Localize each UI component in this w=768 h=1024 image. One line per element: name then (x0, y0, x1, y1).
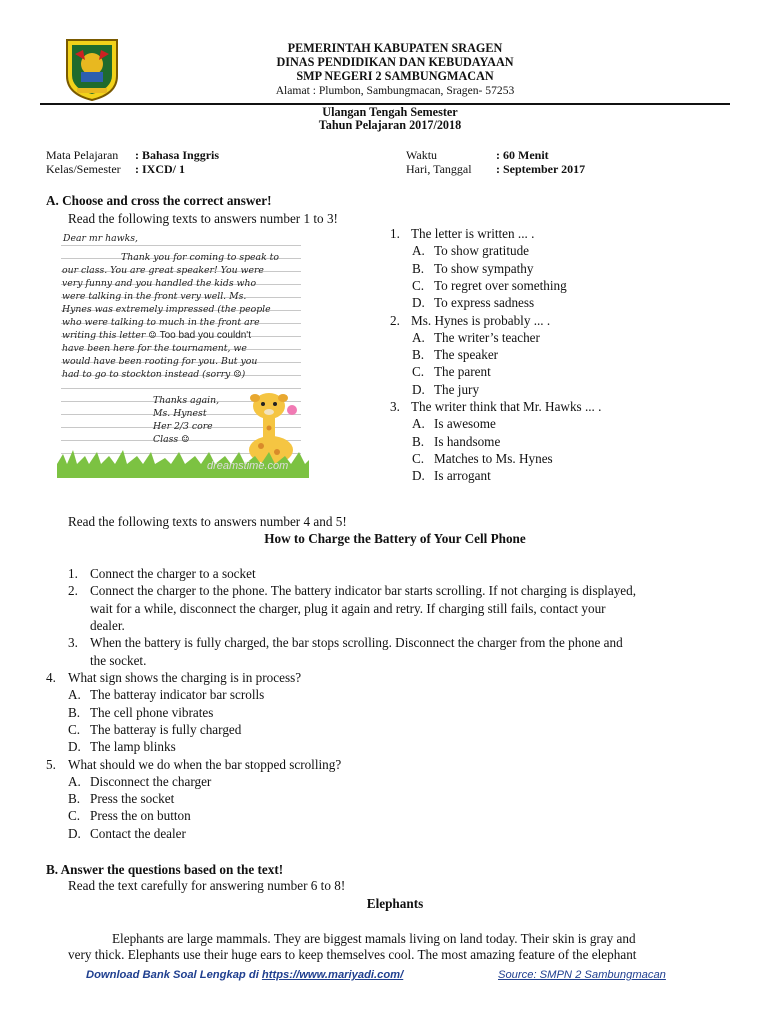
option-letter: D. (68, 739, 81, 755)
question-text: The letter is written ... . (411, 226, 535, 241)
letter-closing: Class ☺ (153, 434, 190, 445)
step-text: Connect the charger to a socket (90, 566, 256, 581)
question-number: 5. (46, 756, 56, 772)
option-text: The jury (434, 381, 480, 397)
step-text: Connect the charger to the phone. The battery indicator bar starts scrolling. If not charging is displayed, (90, 583, 637, 599)
date-value: : September 2017 (496, 162, 586, 176)
option-letter: B. (412, 347, 425, 363)
letter-closing: Her 2/3 core (153, 421, 213, 432)
letter-line: Thank you for coming to speak to (121, 252, 280, 263)
option-letter: C. (68, 721, 81, 737)
letter-greeting: Dear mr hawks, (63, 233, 138, 244)
option-letter: B. (412, 260, 425, 276)
option-letter: C. (412, 364, 425, 380)
option-letter: B. (412, 433, 425, 449)
time-label: Waktu (406, 148, 438, 162)
section-a-intro-2: Read the following texts to answers number 4 and 5! (68, 514, 347, 529)
option-text: Is awesome (434, 416, 496, 432)
option-letter: B. (68, 704, 81, 720)
header-line-2: DINAS PENDIDIKAN DAN KEBUDAYAAN (276, 55, 514, 69)
option-text: Matches to Ms. Hynes (434, 450, 553, 466)
header-line-3: SMP NEGERI 2 SAMBUNGMACAN (296, 69, 494, 83)
section-a-heading: A. Choose and cross the correct answer! (46, 193, 272, 208)
subject-label: Mata Pelajaran (46, 148, 119, 162)
letter-line: have been here for the tournament, we (62, 343, 247, 354)
option-text: The lamp blinks (90, 739, 176, 755)
date-label: Hari, Tanggal (406, 162, 472, 176)
step-text: dealer. (90, 617, 125, 633)
option-letter: C. (68, 808, 81, 824)
option-letter: C. (412, 450, 425, 466)
option-text: To express sadness (434, 295, 535, 311)
question-number: 3. (390, 399, 400, 414)
elephants-title: Elephants (366, 896, 424, 911)
footer-prefix: Download Bank Soal Lengkap di (86, 969, 259, 981)
option-text: To show gratitude (434, 243, 530, 259)
section-b-heading: B. Answer the questions based on the text! (46, 862, 284, 877)
footer-download (86, 969, 403, 981)
option-letter: A. (412, 329, 425, 345)
header-address: Alamat : Plumbon, Sambungmacan, Sragen- 57253 (275, 84, 515, 97)
text-title: How to Charge the Battery of Your Cell Phone (264, 531, 526, 546)
question-number: 4. (46, 670, 56, 685)
option-text: Is arrogant (434, 468, 491, 484)
section-a-intro: Read the following texts to answers number 1 to 3! (68, 211, 338, 226)
letter-ruled-line (61, 245, 301, 246)
school-emblem-logo (63, 36, 121, 102)
option-text: Press the socket (90, 791, 175, 807)
option-letter: C. (412, 277, 425, 293)
letter-line: our class. You are great speaker! You were (62, 265, 264, 276)
option-letter: D. (412, 295, 425, 311)
letter-too-bad: Too bad you couldn't (159, 330, 251, 341)
subject-value: : Bahasa Inggris (135, 148, 220, 162)
option-text: The batteray indicator bar scrolls (90, 687, 265, 703)
header-line-1: PEMERINTAH KABUPATEN SRAGEN (287, 41, 503, 55)
option-letter: B. (68, 791, 81, 807)
question-text: Ms. Hynes is probably ... . (411, 312, 551, 328)
exam-title: Ulangan Tengah Semester (322, 105, 458, 119)
smiley-icon: ☺ (181, 434, 190, 445)
option-text: The speaker (434, 347, 499, 363)
option-letter: A. (412, 416, 425, 432)
question-number: 1. (390, 226, 400, 241)
letter-line: Hynes was extremely impressed (the people (62, 304, 271, 315)
elephants-paragraph-line: Elephants are large mammals. They are biggest mamals living on land today. Their skin is gray and (112, 931, 636, 946)
time-value: : 60 Menit (496, 148, 549, 162)
footer-source: Source: SMPN 2 Sambungmacan (498, 969, 666, 981)
class-value: : IXCD/ 1 (135, 162, 185, 176)
letter-line: writing this letter ☺ Too bad you couldn't (62, 330, 251, 341)
footer-link[interactable]: https://www.mariyadi.com/ (261, 969, 404, 981)
image-watermark: dreamstime.com (207, 460, 289, 472)
step-number: 1. (68, 566, 78, 581)
question-number: 2. (390, 312, 400, 328)
option-text: The writer’s teacher (434, 329, 540, 345)
letter-closing: Thanks again, (153, 395, 220, 406)
letter-line: would have been rooting for you. But you (62, 356, 258, 367)
option-text: Press the on button (90, 808, 191, 824)
option-letter: D. (68, 825, 81, 841)
letter-line: who were talking to much in the front are (62, 317, 260, 328)
question-text: What should we do when the bar stopped scrolling? (68, 756, 342, 772)
option-text: The cell phone vibrates (90, 704, 214, 720)
letter-image (57, 228, 309, 478)
option-text: Contact the dealer (90, 825, 186, 841)
option-letter: A. (68, 773, 81, 789)
letter-line: very funny and you handled the kids who (62, 278, 257, 289)
letter-line: were talking in the front very well. Ms. (62, 291, 247, 302)
elephants-paragraph-line: very thick. Elephants use their huge ears to keep themselves cool. The most amazing feature of the elephant (68, 947, 637, 962)
question-text: The writer think that Mr. Hawks ... . (411, 399, 602, 414)
class-label: Kelas/Semester (46, 162, 121, 176)
exam-year: Tahun Pelajaran 2017/2018 (318, 118, 462, 132)
option-letter: A. (68, 687, 81, 703)
letter-line: had to go to stockton instead (sorry ☹) (62, 369, 246, 380)
option-letter: D. (412, 381, 425, 397)
question-text: What sign shows the charging is in process? (68, 670, 302, 685)
section-b-intro: Read the text carefully for answering number 6 to 8! (68, 878, 346, 893)
step-number: 2. (68, 583, 78, 599)
option-text: The batteray is fully charged (90, 721, 242, 737)
step-text: wait for a while, disconnect the charger, plug it again and retry. If charging still fails, contact your (90, 600, 606, 616)
option-text: To regret over something (434, 277, 567, 293)
option-letter: D. (412, 468, 425, 484)
option-text: The parent (434, 364, 491, 380)
option-text: Disconnect the charger (90, 773, 212, 789)
step-text: When the battery is fully charged, the bar stops scrolling. Disconnect the charger from the phone and (90, 635, 623, 651)
option-text: To show sympathy (434, 260, 534, 276)
letter-closing: Ms. Hynest (153, 408, 207, 419)
step-number: 3. (68, 635, 78, 651)
sad-face-icon: ☹ (233, 369, 242, 380)
option-text: Is handsome (434, 433, 501, 449)
smiley-icon: ☺ (148, 330, 157, 341)
option-letter: A. (412, 243, 425, 259)
step-text: the socket. (90, 652, 147, 668)
